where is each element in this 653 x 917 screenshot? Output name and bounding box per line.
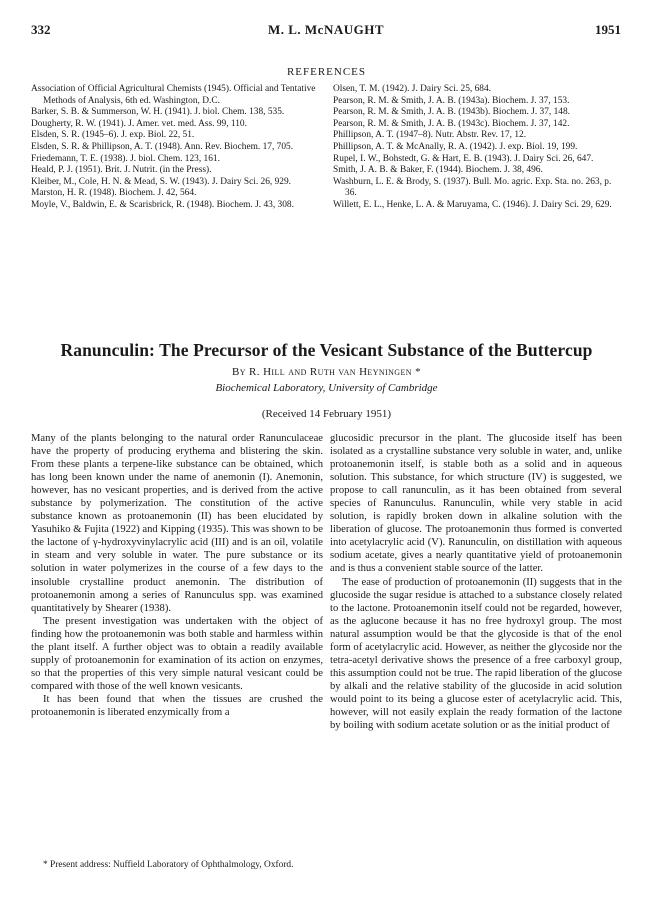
running-head xyxy=(31,22,621,40)
body-paragraph: It has been found that when the tissues are crushed the protoanemonin is liberated enzymically from a xyxy=(31,693,323,718)
reference-entry: Heald, P. J. (1951). Brit. J. Nutrit. (in the Press). xyxy=(31,165,212,176)
reference-entry: Willett, E. L., Henke, L. A. & Maruyama, C. (1946). J. Dairy Sci. 29, 629. xyxy=(333,199,612,210)
body-paragraph: The ease of production of protoanemonin (II) suggests that in the glucoside the sugar residue is attached to a substance closely related to the lactone. Protoanemonin itself could not be regarded, however, as the aglucone because it has no free hydroxyl group. The most natural assumption would be that the glycoside is that of the enol form of acetylacrylic acid. However, as neither the glycoside nor the tetra-acetyl derivative shows the presence of a free carboxyl group, this assumption could not be true. The rapid liberation of the glucose by alkali and the relative stability of the glucoside in acid solution would point to its being a glucose ester of acetylacrylic acid. This, however, will not easily explain the ready formation of the lactone by boiling with sodium acetate solution or as the initial product of xyxy=(330,576,622,732)
reference-entry: Association of Official Agricultural Chemists (1945). Official and Tentative Methods of Analysis, 6th ed. Washington, D.C. xyxy=(31,84,316,106)
reference-entry: Olsen, T. M. (1942). J. Dairy Sci. 25, 684. xyxy=(333,84,491,94)
received-date: (Received 14 February 1951) xyxy=(261,408,392,420)
body-paragraph: The present investigation was undertaken with the object of finding how the protoanemonin was both stable and harmless within the plant itself. A further object was to obtain a readily available supply of protoanemonin for examination of its action on enzymes, so that the properties of this very simple natural vesicant could be compared with those of the well known vesicants. xyxy=(31,615,323,692)
body-paragraph: Many of the plants belonging to the natural order Ranunculaceae have the property of producing erythema and blistering the skin. From these plants a terpene-like substance can be obtained, which has long been known under the name of anemonin (I). Anemonin, however, has no vesicant properties, and is derived from the active substance by polymerization. The constitution of the active substance known as protoanemonin (II) has been elucidated by Yasuhiko & Fujita (1922) and Kipping (1935). This was shown to be the lactone of γ-hydroxyvinylacrylic acid (III) and is an oil, volatile in steam and very soluble in water. The pure substance or its solution in water polymerizes in the course of a few days to the insoluble crystalline product anemonin. The distribution of protoanemonin among a series of Ranunculus spp. was examined quantitatively by Shearer (1938). xyxy=(31,433,323,614)
author-affiliation: Biochemical Laboratory, University of Cambridge xyxy=(215,382,438,394)
reference-entry: Dougherty, R. W. (1941). J. Amer. vet. med. Ass. 99, 110. xyxy=(31,118,247,129)
reference-entry: Washburn, L. E. & Brody, S. (1937). Bull. Mo. agric. Exp. Sta. no. 263, p. 36. xyxy=(333,176,612,199)
body-right-column xyxy=(330,432,622,732)
reference-entry: Pearson, R. M. & Smith, J. A. B. (1943b). Biochem. J. 37, 148. xyxy=(333,107,570,118)
footnote: * Present address: Nuffield Laboratory of Ophthalmology, Oxford. xyxy=(43,860,294,870)
reference-entry: Smith, J. A. B. & Baker, F. (1944). Biochem. J. 38, 496. xyxy=(333,165,543,176)
reference-entry: Pearson, R. M. & Smith, J. A. B. (1943c). Biochem. J. 37, 142. xyxy=(333,118,570,129)
reference-entry: Phillipson, A. T. & McAnally, R. A. (1942). J. exp. Biol. 19, 199. xyxy=(333,141,578,152)
running-head-author: M. L. McNAUGHT xyxy=(267,22,385,37)
page-number: 332 xyxy=(31,22,51,37)
reference-entry: Pearson, R. M. & Smith, J. A. B. (1943a). Biochem. J. 37, 153. xyxy=(333,95,570,106)
running-head-year: 1951 xyxy=(595,22,621,37)
reference-entry: Moyle, V., Baldwin, E. & Scarisbrick, R. (1948). Biochem. J. 43, 308. xyxy=(31,199,294,210)
reference-entry: Phillipson, A. T. (1947–8). Nutr. Abstr. Rev. 17, 12. xyxy=(333,130,527,141)
reference-entry: Elsden, S. R. & Phillipson, A. T. (1948). Ann. Rev. Biochem. 17, 705. xyxy=(31,141,294,152)
references-left-column xyxy=(31,84,319,212)
body-paragraph: glucosidic precursor in the plant. The glucoside itself has been isolated as a crystalline substance very soluble in water, and, unlike protoanemonin itself, is stable both as a solid and in aqueous solution. This substance, for which structure (IV) is suggested, we propose to call ranunculin, as it has been obtained from several species of Ranunculus. Ranunculin, while very stable in acid solution, is rapidly broken down in alkaline solution with the liberation of glucose. The protoanemonin thus formed is converted into acetylacrylic acid (V). Ranunculin, on distillation with aqueous sodium acetate, gives a nearly quantitative yield of protoanemonin and is thus a convenient stable source of the latter. xyxy=(330,433,622,575)
body-left-column xyxy=(31,432,323,719)
reference-entry: Elsden, S. R. (1945–6). J. exp. Biol. 22, 51. xyxy=(31,130,195,141)
references-right-column xyxy=(333,84,621,212)
article-byline: By R. Hill and Ruth van Heyningen * xyxy=(231,366,421,378)
reference-entry: Friedemann, T. E. (1938). J. biol. Chem. 123, 161. xyxy=(31,153,220,164)
reference-entry: Barker, S. B. & Summerson, W. H. (1941). J. biol. Chem. 138, 535. xyxy=(31,107,285,118)
reference-entry: Marston, H. R. (1948). Biochem. J. 42, 564. xyxy=(31,188,197,199)
article-title: Ranunculin: The Precursor of the Vesicant Substance of the Buttercup xyxy=(60,340,593,360)
reference-entry: Kleiber, M., Cole, H. N. & Mead, S. W. (1943). J. Dairy Sci. 26, 929. xyxy=(31,176,292,187)
references-heading: REFERENCES xyxy=(286,66,367,78)
reference-entry: Rupel, I. W., Bohstedt, G. & Hart, E. B. (1943). J. Dairy Sci. 26, 647. xyxy=(333,153,594,164)
